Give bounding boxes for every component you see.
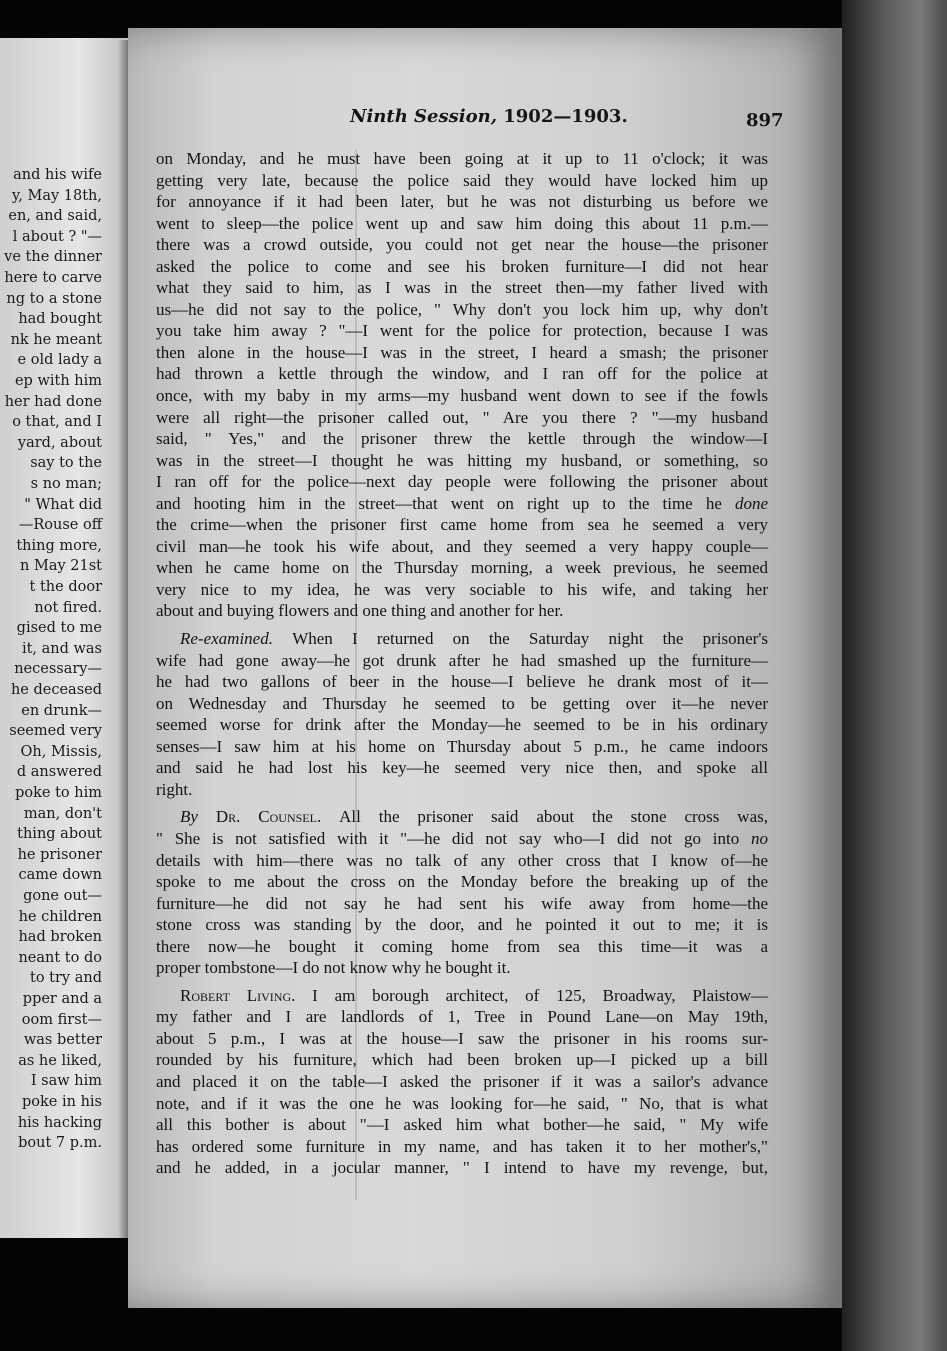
text-line <box>156 714 768 736</box>
text-line-content: about and buying flowers and one thing and another for her. <box>156 601 564 621</box>
text-line <box>156 363 768 385</box>
text-line-content: there was a crowd outside, you could not get near the house—the prisoner <box>156 235 768 255</box>
text-line-content: wife had gone away—he got drunk after he had smashed up the furniture— <box>156 650 768 670</box>
text-line-content: civil man—he took his wife about, and they seemed a very happy couple— <box>156 536 768 556</box>
left-page-line: not fired. <box>34 599 102 616</box>
text-line-content: us—he did not say to the police, " Why don't you lock him up, why don't <box>156 299 768 319</box>
text-line <box>156 234 768 256</box>
text-line <box>156 850 768 872</box>
left-page-line: it, and was <box>21 640 102 657</box>
left-page-line: her had done <box>4 393 102 410</box>
text-line-content: and said he had lost his key—he seemed very nice then, and spoke all <box>156 758 768 778</box>
page-edge-background <box>842 0 947 1351</box>
text-line-content: I am borough architect, of 125, Broadway, Plaistow— <box>312 985 769 1005</box>
left-page-line: s no man; <box>30 476 102 492</box>
text-line-content: getting very late, because the police said they would have locked him up <box>156 170 768 190</box>
text-line <box>156 650 768 672</box>
text-line <box>156 914 768 936</box>
left-page-line: —Rouse off <box>18 517 102 534</box>
text-line <box>156 1006 768 1028</box>
text-line <box>156 277 768 299</box>
text-line-content: you take him away ? "—I went for the police for protection, because I was <box>156 321 768 341</box>
text-line <box>156 600 768 622</box>
left-page-line: here to carve <box>4 270 102 286</box>
section-lead-re-examined: Re-examined. <box>180 629 293 649</box>
left-page-line: he prisoner <box>17 846 102 863</box>
left-page-line: pper and a <box>22 991 102 1007</box>
left-page-line: had bought <box>18 311 102 328</box>
left-page-line: his hacking <box>17 1114 102 1131</box>
text-line-content: very nice to my idea, he was very sociable to his wife, and taking her <box>156 579 768 599</box>
left-page-line: ve the dinner <box>4 249 102 266</box>
session-years: 1902—1903. <box>503 106 628 127</box>
page-number: 897 <box>746 110 784 131</box>
left-page-line: oom first— <box>21 1011 102 1028</box>
text-line-content: seemed worse for drink after the Monday—he seemed to be in his ordinary <box>156 715 768 735</box>
left-page-line: t the door <box>29 579 102 595</box>
text-line <box>156 493 768 515</box>
text-line <box>156 736 768 758</box>
text-line-content: and hooting him in the street—that went on right up to the time he <box>156 493 722 513</box>
left-page-line: y, May 18th, <box>11 187 102 204</box>
text-line-content: " She is not satisfied with it "—he did not say who—I did not go into <box>156 828 740 848</box>
text-line-content: asked the police to come and see his broken furniture—I did not hear <box>156 256 768 276</box>
left-page-line: man, don't <box>23 805 102 822</box>
left-page-line: was better <box>23 1032 102 1049</box>
text-line-content: for annoyance if it had been later, but he was not disturbing us before we <box>156 192 768 212</box>
text-line <box>156 471 768 493</box>
text-line-content: went to sleep—the police went up and saw him doing this about 11 p.m.— <box>156 213 768 233</box>
text-line <box>156 628 768 650</box>
section-lead-robert-living: Robert Living. <box>180 985 313 1005</box>
text-line <box>156 407 768 429</box>
text-line <box>156 299 768 321</box>
italic-word: no <box>739 828 768 848</box>
text-line <box>156 1028 768 1050</box>
left-page-line: as he liked, <box>18 1052 102 1069</box>
left-page-line: poke to him <box>15 785 102 801</box>
text-line-content: rounded by his furniture, which had been broken up—I picked up a bill <box>156 1050 768 1070</box>
text-line <box>156 170 768 192</box>
text-line-content: said, " Yes," and the prisoner threw the kettle through the window—I <box>156 429 768 449</box>
text-line <box>156 579 768 601</box>
body-text <box>156 148 768 1179</box>
text-line <box>156 1049 768 1071</box>
left-page-line: thing about <box>17 826 102 843</box>
text-line-content: and he added, in a jocular manner, " I intend to have my revenge, but, <box>156 1158 768 1178</box>
text-line <box>156 428 768 450</box>
text-line <box>156 957 768 979</box>
text-line-content: on Wednesday and Thursday he seemed to be getting over it—he never <box>156 693 768 713</box>
left-page-line: en drunk— <box>21 702 102 719</box>
left-page-line: en, and said, <box>8 208 102 225</box>
text-line <box>156 536 768 558</box>
left-page-line: ep with him <box>14 373 102 389</box>
text-line <box>156 191 768 213</box>
session-title: Ninth Session, <box>350 106 497 127</box>
lead-counsel-name: Dr. Counsel. <box>215 807 340 827</box>
left-page-line: came down <box>18 867 102 884</box>
text-line <box>156 320 768 342</box>
text-line-content: all this bother is about "—I asked him what bother—he said, " My wife <box>156 1115 768 1135</box>
left-page-line: " What did <box>24 496 102 513</box>
text-line-content: spoke to me about the cross on the Monday before the breaking up of the <box>156 872 768 892</box>
left-page-line: o that, and I <box>12 414 102 431</box>
paragraph-robert-living <box>156 985 768 1179</box>
text-line <box>156 1136 768 1158</box>
text-line <box>156 985 768 1007</box>
text-line <box>156 342 768 364</box>
left-page-line: n May 21st <box>20 558 102 575</box>
left-page-line: he children <box>18 908 102 925</box>
text-line-content: had thrown a kettle through the window, and I ran off for the police at <box>156 364 768 384</box>
text-line-content: my father and I are landlords of 1, Tree in Pound Lane—on May 19th, <box>156 1007 768 1027</box>
left-page-line: I saw him <box>30 1073 102 1090</box>
text-line-content: and placed it on the table—I asked the prisoner if it was a sailor's advance <box>156 1071 768 1091</box>
text-line-content: details with him—there was no talk of any other cross that I know of—he <box>156 850 768 870</box>
text-line <box>156 1071 768 1093</box>
text-line <box>156 1114 768 1136</box>
left-page-line: ng to a stone <box>6 290 102 307</box>
left-page-line: yard, about <box>17 434 102 451</box>
left-page-line: to try and <box>30 970 102 987</box>
text-line-content: were all right—the prisoner called out, " Are you there ? "—my husband <box>156 407 768 427</box>
left-page-line: thing more, <box>16 537 102 554</box>
text-line-content: about 5 p.m., I was at the house—I saw the prisoner in his rooms sur- <box>156 1028 768 1048</box>
text-line <box>156 757 768 779</box>
left-page-line: necessary— <box>14 661 102 678</box>
left-page-line: Oh, Missis, <box>20 743 102 760</box>
text-line-content: senses—I saw him at his home on Thursday about 5 p.m., he came indoors <box>156 736 768 756</box>
text-line <box>156 671 768 693</box>
left-page-line: d answered <box>16 764 102 781</box>
left-page-line: e old lady a <box>17 352 102 369</box>
text-line <box>156 256 768 278</box>
text-line <box>156 450 768 472</box>
text-line-content: there now—he bought it coming home from sea this time—it was a <box>156 936 768 956</box>
text-line-content: stone cross was standing by the door, and he pointed it out to me; it is <box>156 915 768 935</box>
text-line-content: proper tombstone—I do not know why he bought it. <box>156 958 511 978</box>
left-page-line: nk he meant <box>10 331 102 348</box>
section-lead-counsel <box>180 807 339 826</box>
text-line-content: was in the street—I thought he was hitting my husband, or something, so <box>156 450 768 470</box>
text-line-content: All the prisoner said about the stone cross was, <box>339 807 768 827</box>
left-page-line: gised to me <box>16 620 102 637</box>
running-head <box>350 106 628 127</box>
left-page-line: and his wife <box>13 167 102 183</box>
text-line-content: has ordered some furniture in my name, and has taken it to her mother's," <box>156 1136 768 1156</box>
text-line <box>156 828 768 850</box>
text-line <box>156 936 768 958</box>
left-page-fragment <box>0 38 132 1238</box>
paragraph-counsel <box>156 806 768 978</box>
text-line-content: then alone in the house—I was in the street, I heard a smash; the prisoner <box>156 342 768 362</box>
left-page-line: neant to do <box>18 949 102 966</box>
text-line <box>156 871 768 893</box>
lead-by: By <box>180 807 216 827</box>
text-line <box>156 779 768 801</box>
text-line <box>156 693 768 715</box>
text-line-content: I ran off for the police—next day people were following the prisoner about <box>156 472 768 492</box>
text-line-content: When I returned on the Saturday night the prisoner's <box>292 629 768 649</box>
text-line <box>156 557 768 579</box>
paragraph-testimony <box>156 148 768 622</box>
text-line <box>156 806 768 828</box>
text-line <box>156 385 768 407</box>
text-line-content: once, with my baby in my arms—my husband went down to see if the fowls <box>156 386 768 406</box>
text-line <box>156 213 768 235</box>
italic-word: done <box>721 493 768 513</box>
left-page-line: poke in his <box>22 1094 102 1110</box>
left-page-line: gone out— <box>23 888 102 904</box>
text-line <box>156 893 768 915</box>
text-line-content: he had two gallons of beer in the house—I believe he drank most of it— <box>156 672 768 692</box>
left-page-line: had broken <box>18 929 102 946</box>
text-line-content: furniture—he did not say he had sent his wife away from home—the <box>156 893 768 913</box>
text-line-content: when he came home on the Thursday morning, a week previous, he seemed <box>156 558 768 578</box>
left-page-line: he deceased <box>10 682 102 698</box>
text-line <box>156 148 768 170</box>
text-line-content: the crime—when the prisoner first came home from sea he seemed a very <box>156 515 768 535</box>
text-line-content: on Monday, and he must have been going at it up to 11 o'clock; it was <box>156 149 768 168</box>
text-line <box>156 514 768 536</box>
text-line-content: note, and if it was the one he was looking for—he said, " No, that is what <box>156 1093 768 1113</box>
left-page-line: seemed very <box>9 723 102 740</box>
left-page-line: l about ? "— <box>12 228 102 245</box>
text-line <box>156 1093 768 1115</box>
text-line-content: what they said to him, as I was in the street then—my father lived with <box>156 278 768 298</box>
left-page-line: say to the <box>30 455 102 472</box>
left-page-line: bout 7 p.m. <box>18 1135 102 1152</box>
paragraph-re-examined <box>156 628 768 800</box>
text-line-content: right. <box>156 779 193 799</box>
text-line <box>156 1157 768 1179</box>
